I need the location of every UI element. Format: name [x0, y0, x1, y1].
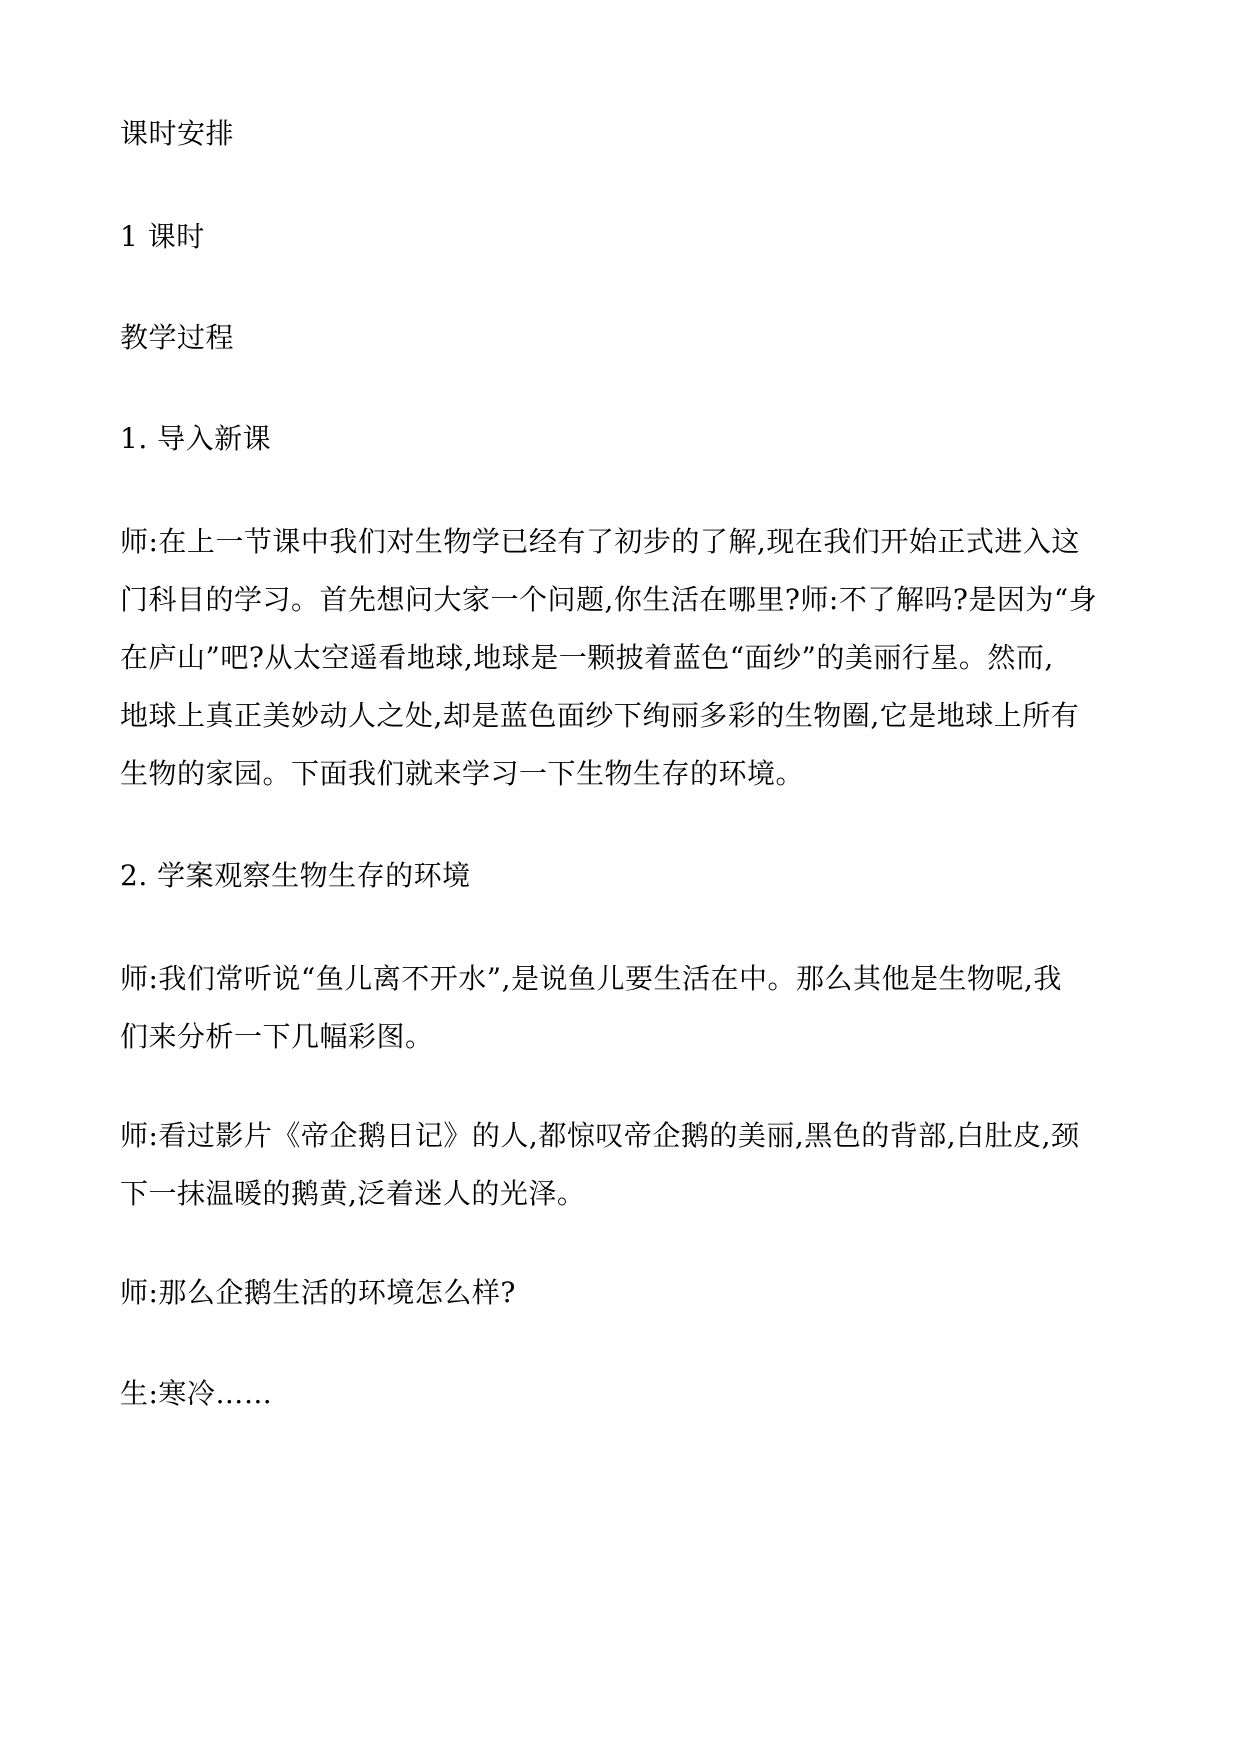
student-answer: 生:寒冷…… — [120, 1377, 273, 1410]
paragraph-line: 师:看过影片《帝企鹅日记》的人,都惊叹帝企鹅的美丽,黑色的背部,白肚皮,颈 — [120, 1119, 1080, 1152]
paragraph-line: 师:在上一节课中我们对生物学已经有了初步的了解,现在我们开始正式进入这 — [120, 525, 1080, 558]
step2-heading: 2. 学案观察生物生存的环境 — [120, 859, 471, 892]
step1-paragraph — [120, 513, 1130, 803]
schedule-value: 1 课时 — [120, 220, 205, 253]
paragraph-line: 生物的家园。下面我们就来学习一下生物生存的环境。 — [120, 757, 805, 790]
step2-paragraph-2 — [120, 1107, 1130, 1223]
paragraph-line: 师:我们常听说“鱼儿离不开水”,是说鱼儿要生活在中。那么其他是生物呢,我 — [120, 962, 1062, 995]
paragraph-line: 下一抹温暖的鹅黄,泛着迷人的光泽。 — [120, 1177, 586, 1210]
paragraph-line: 门科目的学习。首先想问大家一个问题,你生活在哪里?师:不了解吗?是因为“身 — [120, 583, 1098, 616]
process-heading: 教学过程 — [120, 321, 235, 354]
paragraph-line: 在庐山”吧?从太空遥看地球,地球是一颗披着蓝色“面纱”的美丽行星。然而, — [120, 641, 1054, 674]
schedule-heading: 课时安排 — [120, 117, 235, 150]
teacher-question: 师:那么企鹅生活的环境怎么样? — [120, 1276, 516, 1309]
paragraph-line: 们来分析一下几幅彩图。 — [120, 1020, 434, 1053]
paragraph-line: 地球上真正美妙动人之处,却是蓝色面纱下绚丽多彩的生物圈,它是地球上所有 — [120, 699, 1080, 732]
step2-paragraph-1 — [120, 950, 1130, 1066]
step1-heading: 1. 导入新课 — [120, 422, 272, 455]
